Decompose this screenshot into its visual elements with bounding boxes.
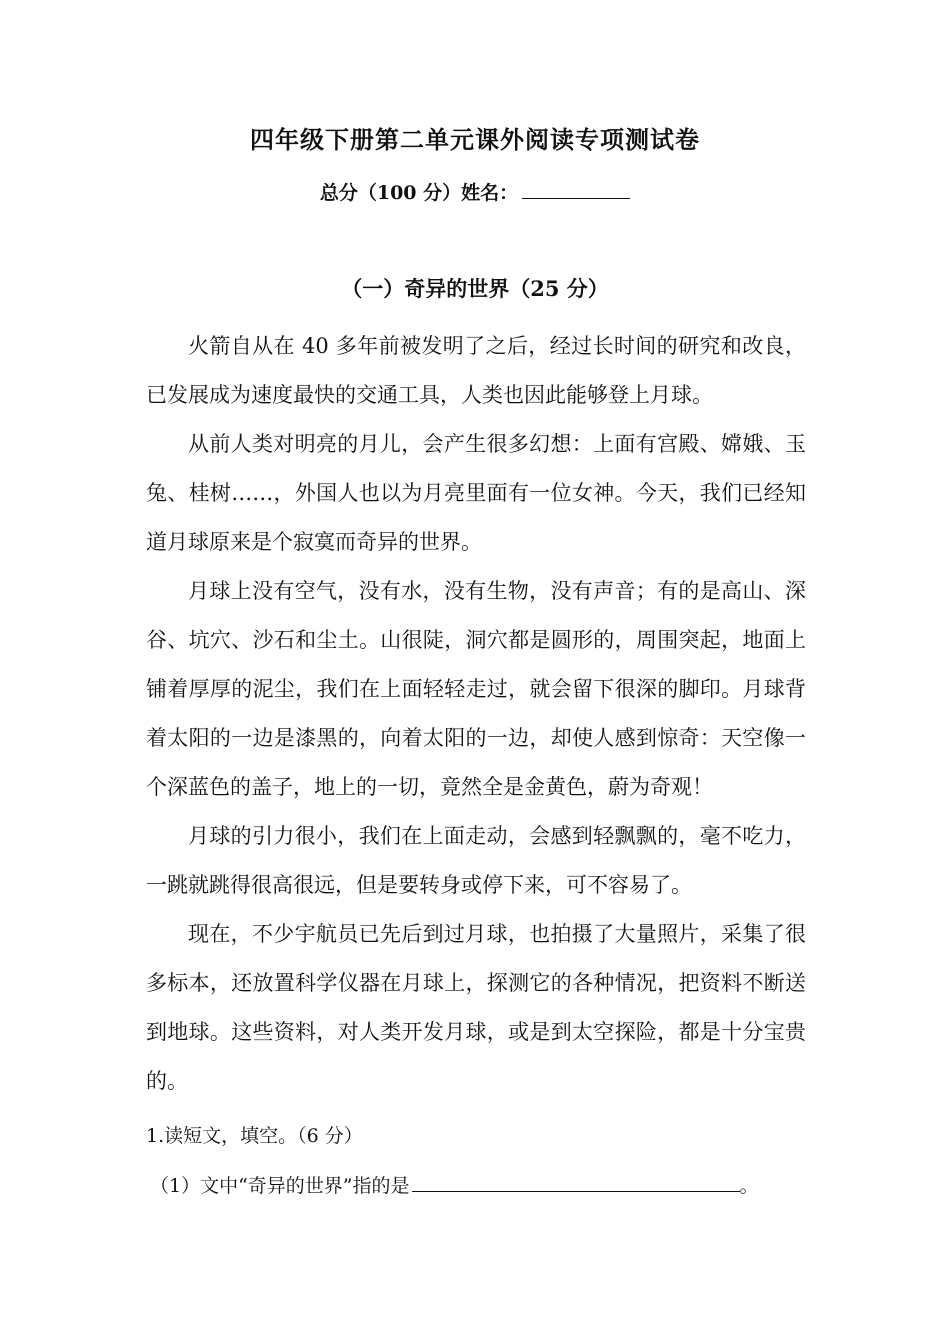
section-title: （一）奇异的世界（25 分）	[341, 276, 609, 301]
name-blank-field[interactable]	[522, 176, 630, 199]
passage-paragraph: 现在，不少宇航员已先后到过月球，也拍摄了大量照片，采集了很多标本，还放置科学仪器在月球上，探测它的各种情况，把资料不断送到地球。这些资料，对人类开发月球，或是到太空探险，都是十分宝贵的。	[146, 922, 806, 1093]
passage-paragraph: 月球上没有空气，没有水，没有生物，没有声音；有的是高山、深谷、坑穴、沙石和尘土。山很陡，洞穴都是圆形的，周围突起，地面上铺着厚厚的泥尘，我们在上面轻轻走过，就会留下很深的脚印。月球背着太阳的一边是漆黑的，向着太阳的一边，却使人感到惊奇：天空像一个深蓝色的盖子，地上的一切，竟然全是金黄色，蔚为奇观！	[146, 579, 806, 799]
score-name-line	[0, 176, 950, 209]
reading-passage	[146, 322, 806, 1106]
question-1-1-prompt: （1）文中“奇异的世界”指的是	[150, 1175, 410, 1197]
passage-paragraph: 从前人类对明亮的月儿，会产生很多幻想：上面有宫殿、嫦娥、玉兔、桂树……，外国人也以为月亮里面有一位女神。今天，我们已经知道月球原来是个寂寞而奇异的世界。	[146, 432, 806, 554]
passage-paragraph: 火箭自从在 40 多年前被发明了之后，经过长时间的研究和改良，已发展成为速度最快的交通工具，人类也因此能够登上月球。	[146, 334, 806, 407]
score-label: 总分（100 分）姓名：	[319, 182, 519, 204]
question-1-label: 1.读短文，填空。（6 分）	[146, 1125, 363, 1147]
question-1-1	[150, 1166, 830, 1206]
page-title: 四年级下册第二单元课外阅读专项测试卷	[250, 125, 700, 154]
passage-paragraph: 月球的引力很小，我们在上面走动，会感到轻飘飘的，毫不吃力，一跳就跳得很高很远，但是要转身或停下来，可不容易了。	[146, 824, 806, 897]
answer-blank-field[interactable]	[412, 1167, 740, 1192]
question-1-1-suffix: 。	[739, 1175, 759, 1197]
